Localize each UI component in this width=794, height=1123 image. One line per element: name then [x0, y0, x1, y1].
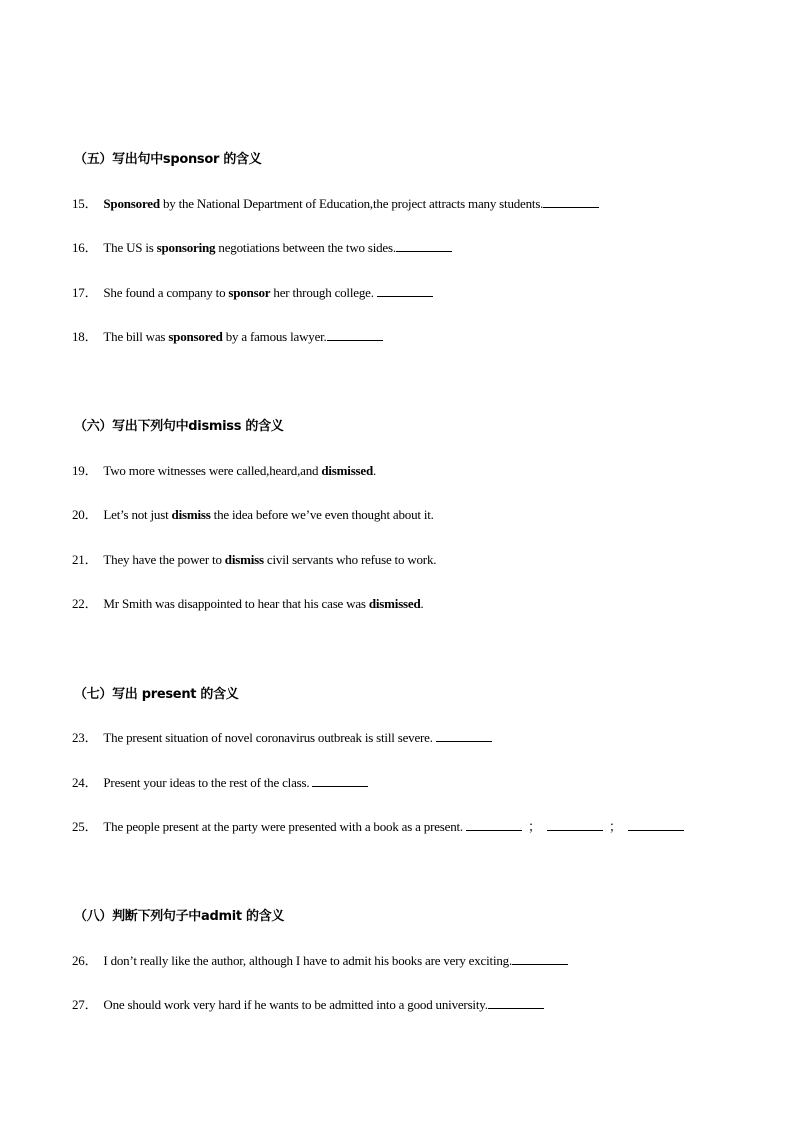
question-20: 20． Let’s not just dismiss the idea before we’ve even thought about it. — [72, 507, 434, 522]
question-19: 19． Two more witnesses were called,heard,and dismissed. — [72, 463, 377, 478]
question-22: 22． Mr Smith was disappointed to hear that his case was dismissed. — [72, 596, 424, 611]
question-23: 23． The present situation of novel coronavirus outbreak is still severe. — [72, 727, 492, 746]
answer-blank[interactable] — [396, 240, 452, 252]
keyword: sponsoring — [156, 240, 216, 255]
question-21: 21． They have the power to dismiss civil servants who refuse to work. — [72, 552, 437, 567]
question-18: 18． The bill was sponsored by a famous lawyer. — [72, 326, 383, 345]
answer-blank[interactable] — [543, 196, 599, 208]
question-17: 17． She found a company to sponsor her through college. — [72, 282, 433, 301]
question-26: 26． I don’t really like the author, although I have to admit his books are very exciting. — [72, 950, 568, 969]
answer-blank[interactable] — [488, 997, 544, 1009]
keyword: Sponsored — [103, 196, 160, 211]
section-title-admit: （八）判断下列句子中admit 的含义 — [74, 909, 285, 924]
section-title-dismiss: （六）写出下列句中dismiss 的含义 — [74, 419, 284, 434]
keyword: dismissed — [321, 463, 374, 478]
answer-blank[interactable] — [377, 285, 433, 297]
question-27: 27． One should work very hard if he wants to be admitted into a good university. — [72, 994, 544, 1013]
question-24: 24． Present your ideas to the rest of the class. — [72, 772, 368, 791]
answer-blank-2[interactable] — [547, 819, 603, 831]
answer-blank[interactable] — [327, 329, 383, 341]
keyword: sponsor — [228, 285, 271, 300]
section-title-sponsor: （五）写出句中sponsor 的含义 — [74, 152, 262, 167]
keyword: dismiss — [224, 552, 264, 567]
answer-blank[interactable] — [512, 953, 568, 965]
section-title-present: （七）写出 present 的含义 — [74, 687, 239, 702]
keyword: dismissed — [368, 596, 421, 611]
question-16: 16． The US is sponsoring negotiations between the two sides. — [72, 237, 452, 256]
keyword: dismiss — [171, 507, 211, 522]
answer-blank[interactable] — [312, 775, 368, 787]
question-25: 25． The people present at the party were presented with a book as a present. ； ； — [72, 816, 684, 835]
separator: ； — [528, 819, 541, 834]
separator: ； — [608, 819, 622, 834]
question-15: 15． Sponsored by the National Department of Education,the project attracts many students. — [72, 193, 599, 212]
answer-blank[interactable] — [436, 730, 492, 742]
answer-blank-3[interactable] — [628, 819, 684, 831]
answer-blank-1[interactable] — [466, 819, 522, 831]
keyword: sponsored — [168, 329, 223, 344]
